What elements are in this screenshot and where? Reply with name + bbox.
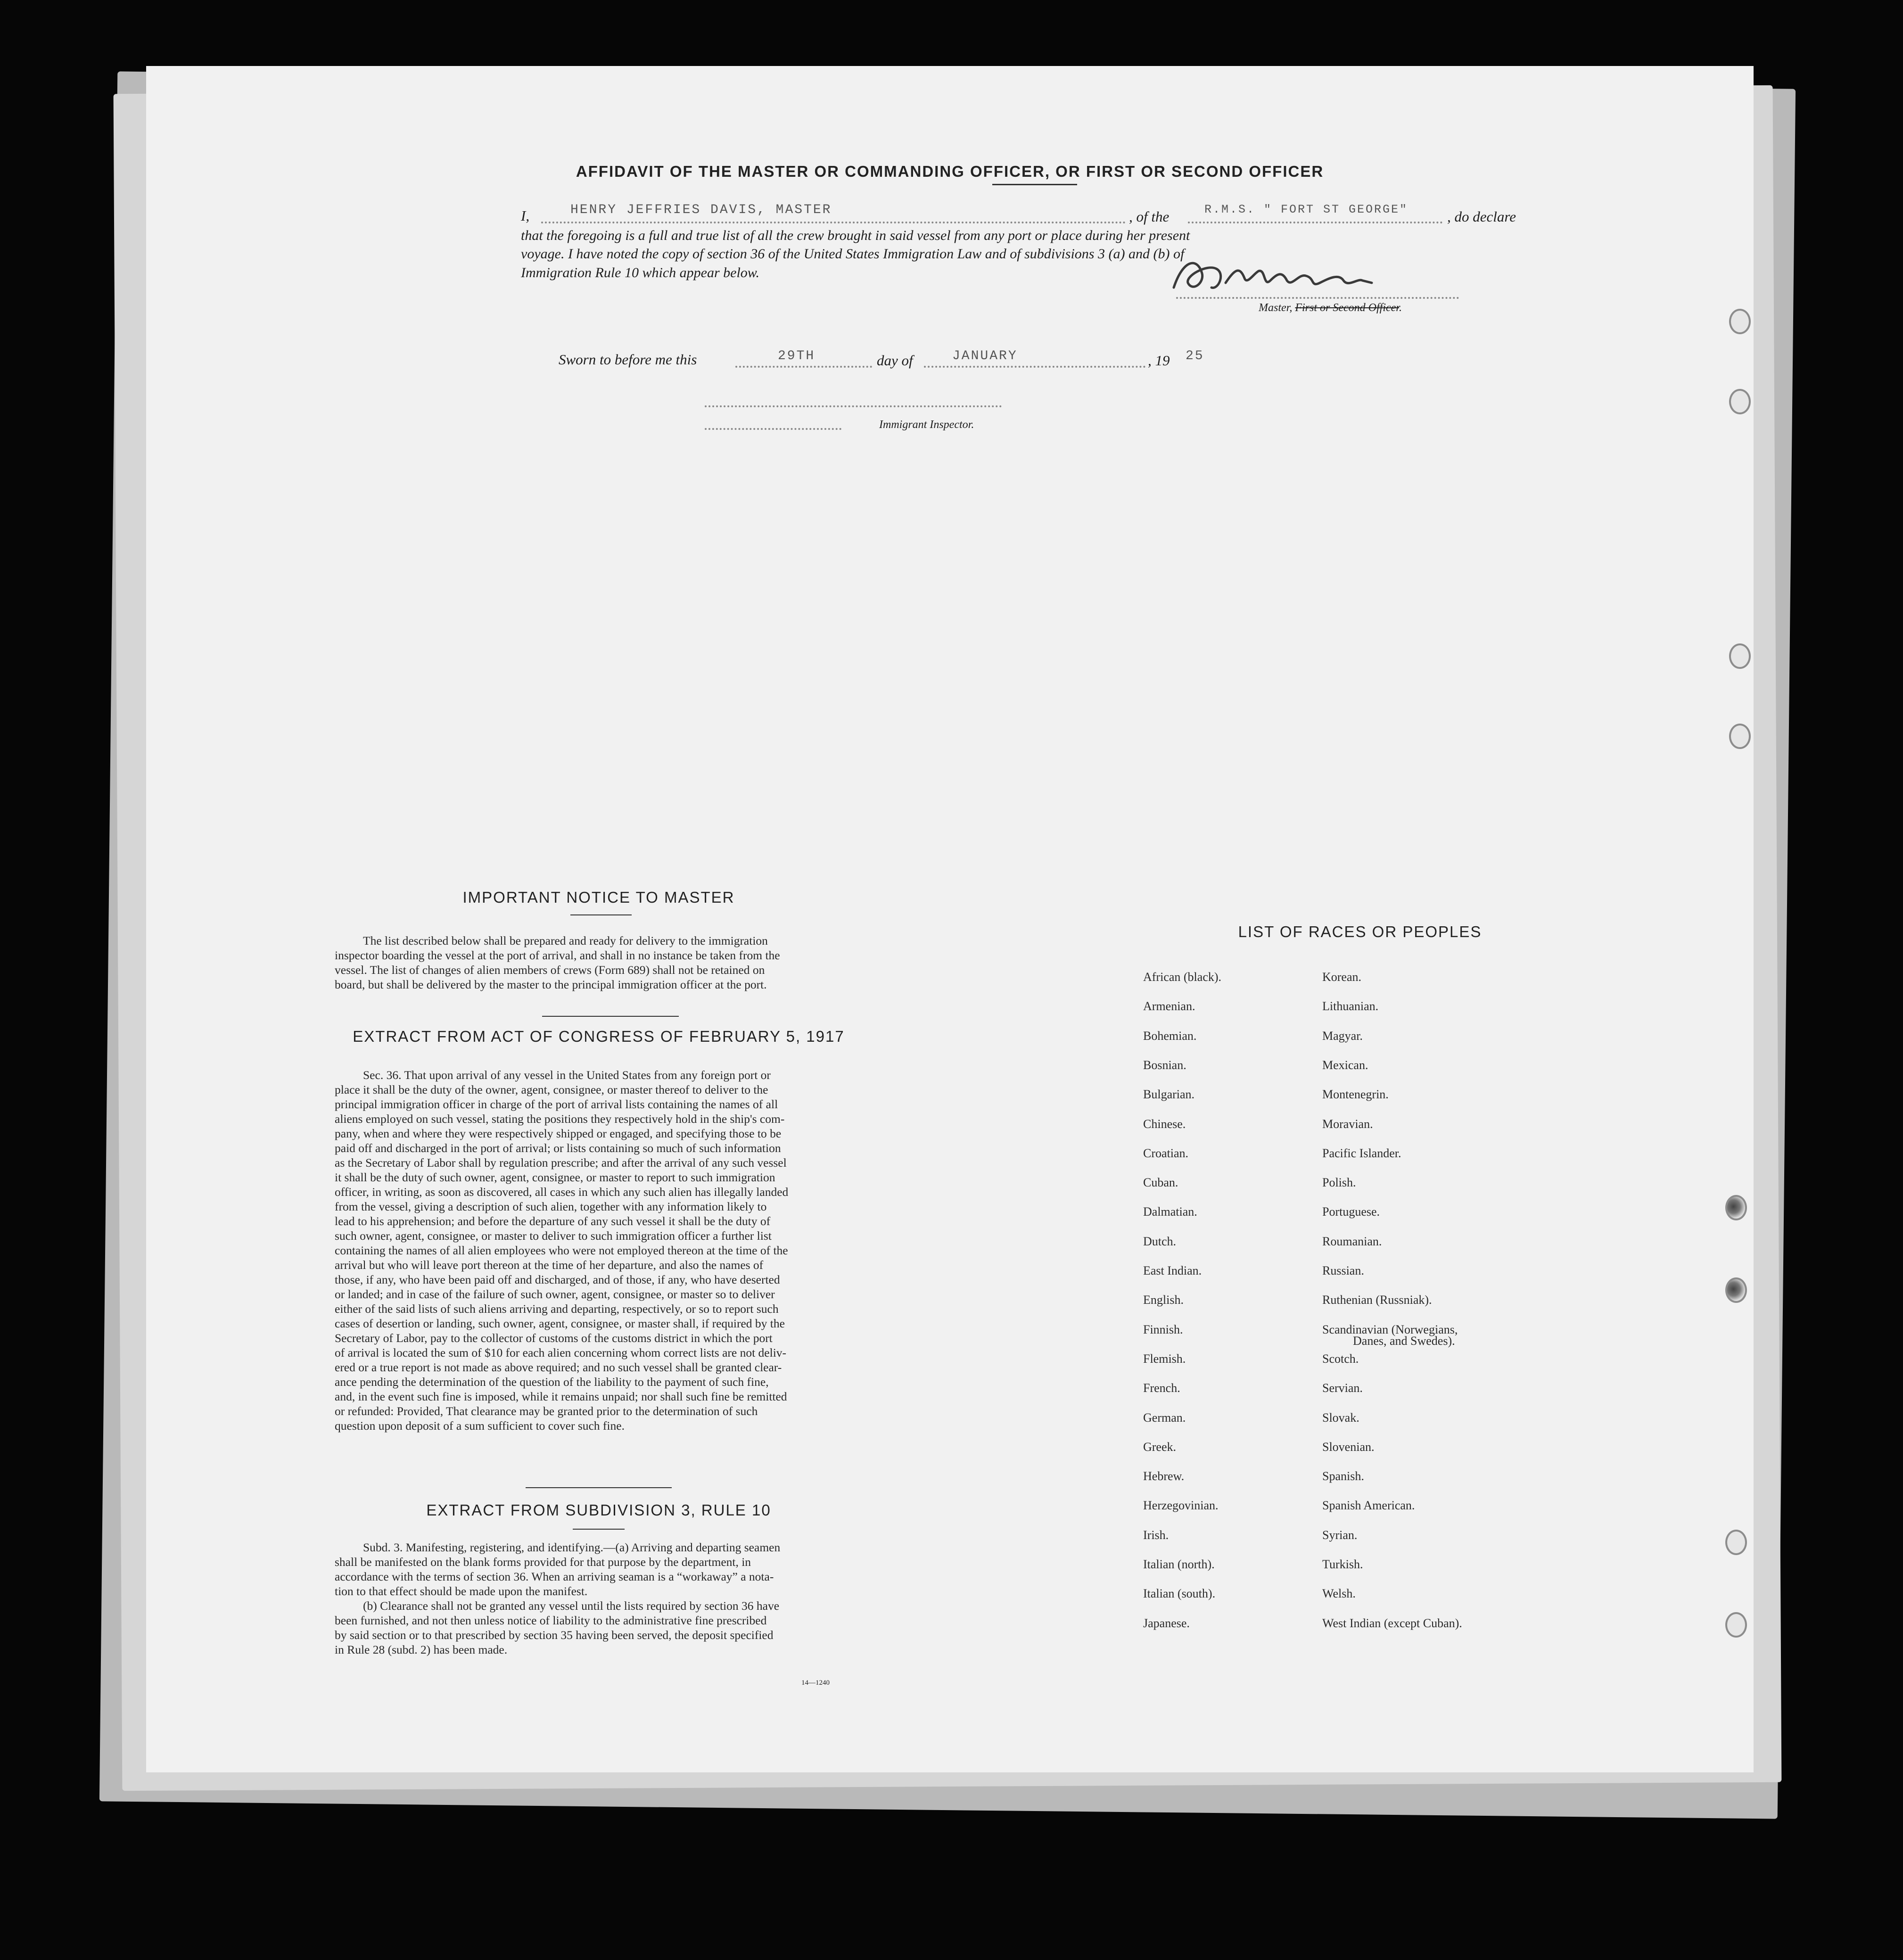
act-title: EXTRACT FROM ACT OF CONGRESS OF FEBRUARY 5, 1917	[353, 1028, 845, 1045]
vessel-line	[1188, 222, 1442, 223]
notice-underline	[570, 914, 632, 915]
signature-caption: Master, First or Second Officer.	[1259, 302, 1402, 314]
race-item: Moravian.	[1322, 1117, 1373, 1131]
race-item: Hebrew.	[1143, 1469, 1185, 1483]
binder-hole	[1729, 643, 1751, 669]
race-item: East Indian.	[1143, 1264, 1202, 1277]
binder-hole	[1725, 1277, 1747, 1303]
rule-line: accordance with the terms of section 36. When an arriving seaman is a “workaway” a nota-	[335, 1570, 774, 1583]
affidavit-line-2: that the foregoing is a full and true list of all the crew brought in said vessel from any port or place during her present	[521, 228, 1190, 243]
race-item: Syrian.	[1322, 1528, 1358, 1542]
race-item: Croatian.	[1143, 1146, 1189, 1160]
act-line: or refunded: Provided, That clearance may be granted prior to the determination of such	[335, 1404, 758, 1418]
race-item: Slovak.	[1322, 1410, 1359, 1425]
day-of-label: day of	[877, 352, 913, 369]
master-name-value: HENRY JEFFRIES DAVIS, MASTER	[570, 203, 832, 217]
race-item: Italian (north).	[1143, 1557, 1215, 1571]
month-value: JANUARY	[952, 349, 1018, 363]
race-item: Mexican.	[1322, 1058, 1368, 1072]
race-item: German.	[1143, 1410, 1186, 1425]
rule-underline	[573, 1529, 625, 1530]
race-item: West Indian (except Cuban).	[1322, 1616, 1462, 1630]
act-line: pany, when and where they were respectively shipped or engaged, and specifying those to be	[335, 1127, 782, 1140]
act-line: Secretary of Labor, pay to the collector of customs of the customs district in which the port	[335, 1331, 773, 1345]
race-item: Bosnian.	[1143, 1058, 1186, 1072]
act-line: those, if any, who have been paid off and discharged, and of those, if any, who have deserted	[335, 1273, 780, 1286]
rule-line: Subd. 3. Manifesting, registering, and identifying.—(a) Arriving and departing seamen	[363, 1540, 781, 1554]
binder-hole	[1729, 389, 1751, 414]
day-value: 29TH	[778, 349, 816, 363]
race-item: Italian (south).	[1143, 1587, 1216, 1601]
race-item: Welsh.	[1322, 1587, 1356, 1601]
act-line: ered or a true report is not made as above required; and no such vessel shall be granted clear-	[335, 1360, 782, 1374]
act-line: containing the names of all alien employees who were not employed thereon at the time of the	[335, 1244, 788, 1257]
act-line: either of the said lists of such aliens arriving and departing, respectively, or so to report such	[335, 1302, 779, 1316]
caption-master: Master,	[1259, 302, 1293, 314]
signature-line	[1176, 297, 1459, 299]
notice-line: board, but shall be delivered by the master to the principal immigration officer at the port.	[335, 978, 767, 991]
race-item: Roumanian.	[1322, 1234, 1382, 1248]
master-name-line	[541, 222, 1126, 223]
race-item: Dalmatian.	[1143, 1205, 1197, 1219]
of-the-label: , of the	[1129, 208, 1170, 225]
race-item: Ruthenian (Russniak).	[1322, 1293, 1432, 1307]
act-body	[335, 1068, 891, 1433]
race-item: Russian.	[1322, 1264, 1364, 1277]
act-line: ance pending the determination of the question of the liability to the payment of such fine,	[335, 1375, 769, 1389]
rule-line: in Rule 28 (subd. 2) has been made.	[335, 1643, 508, 1656]
race-item: Montenegrin.	[1322, 1087, 1389, 1102]
binder-hole	[1729, 724, 1751, 749]
race-item: Lithuanian.	[1322, 999, 1379, 1013]
race-item: Cuban.	[1143, 1176, 1178, 1190]
rule-line: by said section or to that prescribed by section 35 having been served, the deposit specified	[335, 1628, 774, 1642]
binder-hole	[1729, 309, 1751, 334]
race-item: Bulgarian.	[1143, 1087, 1195, 1102]
race-item: Japanese.	[1143, 1616, 1190, 1630]
notice-line: The list described below shall be prepared and ready for delivery to the immigration	[363, 934, 768, 947]
race-item: Spanish American.	[1322, 1499, 1415, 1513]
act-top-rule	[542, 1016, 679, 1017]
form-number: 14—1240	[801, 1679, 830, 1687]
day-line	[735, 366, 872, 368]
act-line: aliens employed on such vessel, stating the positions they respectively hold in the ship's com-	[335, 1112, 785, 1126]
rule-line: shall be manifested on the blank forms provided for that purpose by the department, in	[335, 1555, 751, 1569]
act-line: and, in the event such fine is imposed, while it remains unpaid; nor shall such fine be remitted	[335, 1390, 787, 1403]
race-item: Irish.	[1143, 1528, 1169, 1542]
notice-body	[335, 933, 891, 992]
race-continuation: Danes, and Swedes).	[1353, 1334, 1455, 1348]
race-item: Portuguese.	[1322, 1205, 1380, 1219]
race-item: Bohemian.	[1143, 1029, 1197, 1043]
vessel-name-value: R.M.S. " FORT ST GEORGE"	[1204, 203, 1409, 216]
rule-body	[335, 1540, 891, 1657]
race-item: Scotch.	[1322, 1351, 1359, 1366]
affidavit-title: AFFIDAVIT OF THE MASTER OR COMMANDING OFFICER, OR FIRST OR SECOND OFFICER	[576, 163, 1324, 180]
race-item: Servian.	[1322, 1381, 1363, 1395]
i-label: I,	[521, 207, 530, 224]
race-item: Slovenian.	[1322, 1440, 1375, 1454]
year-value: 25	[1186, 349, 1204, 363]
race-item: Flemish.	[1143, 1351, 1186, 1366]
notice-title: IMPORTANT NOTICE TO MASTER	[462, 889, 735, 906]
act-line: it shall be the duty of such owner, agent, consignee, or master to report to such immigration	[335, 1170, 775, 1184]
month-line	[924, 366, 1145, 368]
inspector-signature-line	[705, 405, 1002, 407]
race-item: African (black).	[1143, 970, 1222, 984]
act-line: lead to his apprehension; and before the departure of any such vessel it shall be the duty of	[335, 1214, 771, 1228]
rule-line: been furnished, and not then unless notice of liability to the administrative fine prescribed	[335, 1614, 767, 1627]
act-line: arrival but who will leave port thereon at the time of her departure, and also the names of	[335, 1258, 764, 1272]
inspector-caption: Immigrant Inspector.	[879, 419, 974, 431]
race-item: Polish.	[1322, 1176, 1356, 1190]
act-line: principal immigration officer in charge of the port of arrival lists containing the names of all	[335, 1097, 778, 1111]
act-line: question upon deposit of a sum sufficient to cover such fine.	[335, 1419, 625, 1433]
do-declare-label: , do declare	[1447, 208, 1516, 225]
race-item: Herzegovinian.	[1143, 1499, 1219, 1513]
rule-line: tion to that effect should be made upon the manifest.	[335, 1584, 588, 1598]
race-item: Dutch.	[1143, 1234, 1177, 1248]
act-line: from the vessel, giving a description of such alien, together with any information likely to	[335, 1200, 767, 1213]
race-item: Korean.	[1322, 970, 1362, 984]
rule-top-rule	[526, 1487, 672, 1488]
binder-hole	[1725, 1612, 1747, 1638]
race-item: Pacific Islander.	[1322, 1146, 1401, 1160]
inspector-caption-line	[705, 428, 841, 430]
act-line: cases of desertion or landing, such owner, agent, consignee, or master shall, if required by the	[335, 1317, 785, 1330]
race-item: Finnish.	[1143, 1322, 1183, 1336]
title-underline	[992, 184, 1077, 185]
sworn-label: Sworn to before me this	[559, 351, 697, 368]
affidavit-line-3: voyage. I have noted the copy of section 36 of the United States Immigration Law and of subdivisions 3 (a) and (b) of	[521, 246, 1185, 262]
document-page	[146, 66, 1754, 1772]
race-item: Greek.	[1143, 1440, 1177, 1454]
notice-line: vessel. The list of changes of alien members of crews (Form 689) shall not be retained on	[335, 963, 765, 977]
race-item: English.	[1143, 1293, 1184, 1307]
caption-struck: First or Second Officer	[1295, 302, 1399, 314]
act-line: such owner, agent, consignee, or master to deliver to such immigration officer a further list	[335, 1229, 772, 1243]
master-signature	[1164, 255, 1409, 302]
rule-title: EXTRACT FROM SUBDIVISION 3, RULE 10	[426, 1501, 771, 1519]
race-item: Chinese.	[1143, 1117, 1186, 1131]
act-line: officer, in writing, as soon as discovered, all cases in which any such alien has illegally landed	[335, 1185, 789, 1199]
rule-line: (b) Clearance shall not be granted any vessel until the lists required by section 36 have	[363, 1599, 780, 1613]
notice-line: inspector boarding the vessel at the port of arrival, and shall in no instance be taken from the	[335, 948, 780, 962]
race-item: Turkish.	[1322, 1557, 1363, 1571]
race-item: Spanish.	[1322, 1469, 1364, 1483]
race-item: Magyar.	[1322, 1029, 1363, 1043]
race-item: French.	[1143, 1381, 1180, 1395]
act-line: place it shall be the duty of the owner, agent, consignee, or master thereof to deliver to the	[335, 1083, 768, 1096]
act-line: as the Secretary of Labor shall by regulation prescribe; and after the arrival of any such vessel	[335, 1156, 787, 1169]
binder-hole	[1725, 1530, 1747, 1555]
year-prefix: , 19	[1148, 352, 1170, 369]
affidavit-line-4: Immigration Rule 10 which appear below.	[521, 265, 760, 280]
race-item: Scandinavian (Norwegians,	[1322, 1322, 1458, 1336]
act-line: of arrival is located the sum of $10 for each alien concerning whom correct lists are not deliv-	[335, 1346, 787, 1359]
race-item: Armenian.	[1143, 999, 1195, 1013]
act-line: or landed; and in case of the failure of such owner, agent, consignee, or master so to deliver	[335, 1287, 775, 1301]
act-line: Sec. 36. That upon arrival of any vessel in the United States from any foreign port or	[363, 1068, 771, 1082]
races-title: LIST OF RACES OR PEOPLES	[1238, 923, 1482, 940]
act-line: paid off and discharged in the port of arrival; or lists containing so much of such information	[335, 1141, 781, 1155]
binder-hole	[1725, 1195, 1747, 1220]
